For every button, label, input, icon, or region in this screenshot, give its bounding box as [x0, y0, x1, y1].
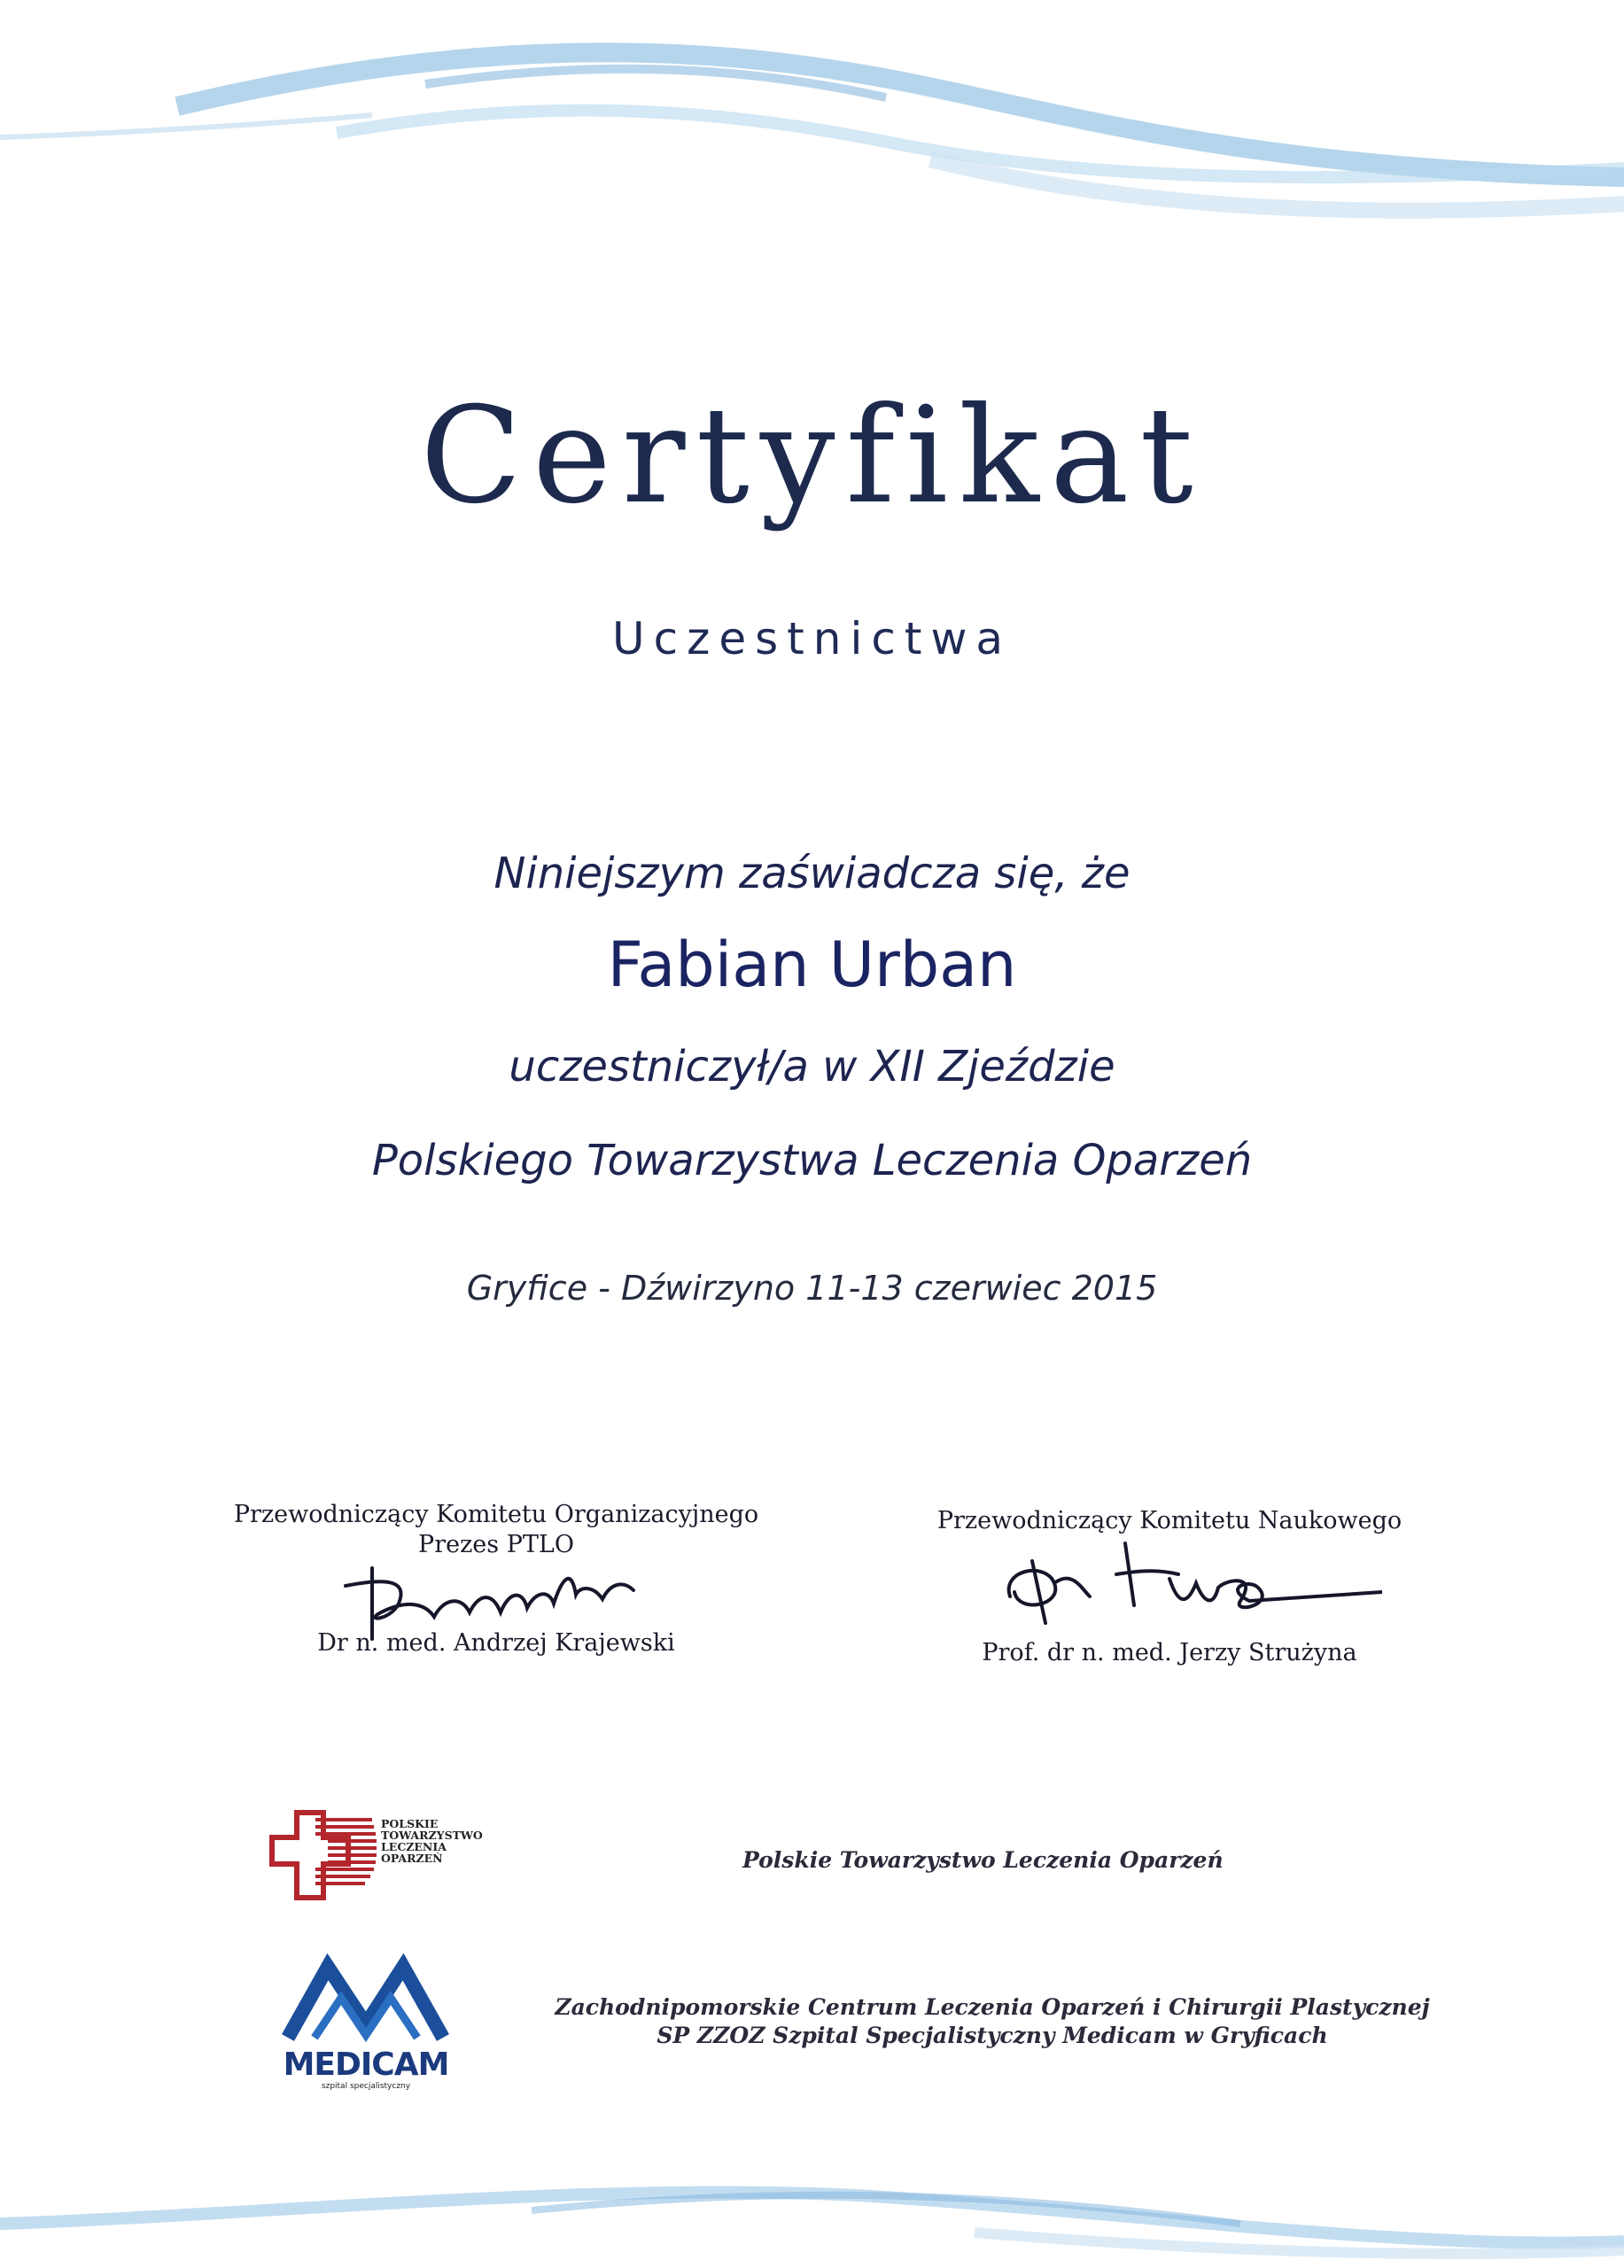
- medicam-mountain-logo-icon: [279, 1953, 452, 2042]
- ptlo-logo-line: POLSKIE: [381, 1817, 439, 1830]
- medicam-caption-line: Zachodnipomorskie Centrum Leczenia Oparzeń i Chirurgii Plastycznej: [555, 1994, 1430, 2020]
- participant-name: Fabian Urban: [607, 928, 1017, 1001]
- ptlo-logo-line: OPARZEŃ: [381, 1852, 443, 1865]
- certificate-title: Certyfikat: [420, 379, 1204, 533]
- signatory-role: Prezes PTLO: [418, 1531, 574, 1558]
- participation-text: uczestniczył/a w XII Zjeździe: [509, 1042, 1115, 1091]
- place-and-date: Gryfice - Dźwirzyno 11-13 czerwiec 2015: [466, 1269, 1158, 1308]
- certificate-subtitle: Uczestnictwa: [612, 613, 1012, 664]
- decorative-wave-bottom: [0, 2126, 1624, 2268]
- medicam-tagline: szpital specjalistyczny: [321, 2082, 411, 2091]
- signatory-role: Przewodniczący Komitetu Naukowego: [936, 1507, 1403, 1534]
- handwritten-signature-right: [992, 1534, 1382, 1632]
- medicam-caption: [496, 1993, 1488, 2050]
- ptlo-logo-line: TOWARZYSTWO: [381, 1829, 483, 1842]
- medicam-wordmark: MEDICAM: [283, 2047, 449, 2083]
- ptlo-logo-text: [381, 1818, 483, 1864]
- signatory-name: Prof. dr n. med. Jerzy Strużyna: [982, 1639, 1357, 1666]
- signature-block-right: [895, 1506, 1444, 1666]
- handwritten-signature-left: [337, 1550, 656, 1648]
- ptlo-logo-line: LECZENIA: [381, 1840, 447, 1853]
- intro-text: Niniejszym zaświadcza się, że: [493, 849, 1131, 898]
- medicam-caption-line: SP ZZOZ Szpital Specjalistyczny Medicam w Gryficach: [657, 2023, 1328, 2048]
- signatory-role: Przewodniczący Komitetu Organizacyjnego: [233, 1501, 759, 1528]
- organization-name: Polskiego Towarzystwa Leczenia Oparzeń: [371, 1136, 1253, 1185]
- signatory-name: Dr n. med. Andrzej Krajewski: [317, 1629, 675, 1657]
- decorative-wave-top: [0, 0, 1624, 292]
- ptlo-caption: Polskie Towarzystwo Leczenia Oparzeń: [742, 1847, 1224, 1873]
